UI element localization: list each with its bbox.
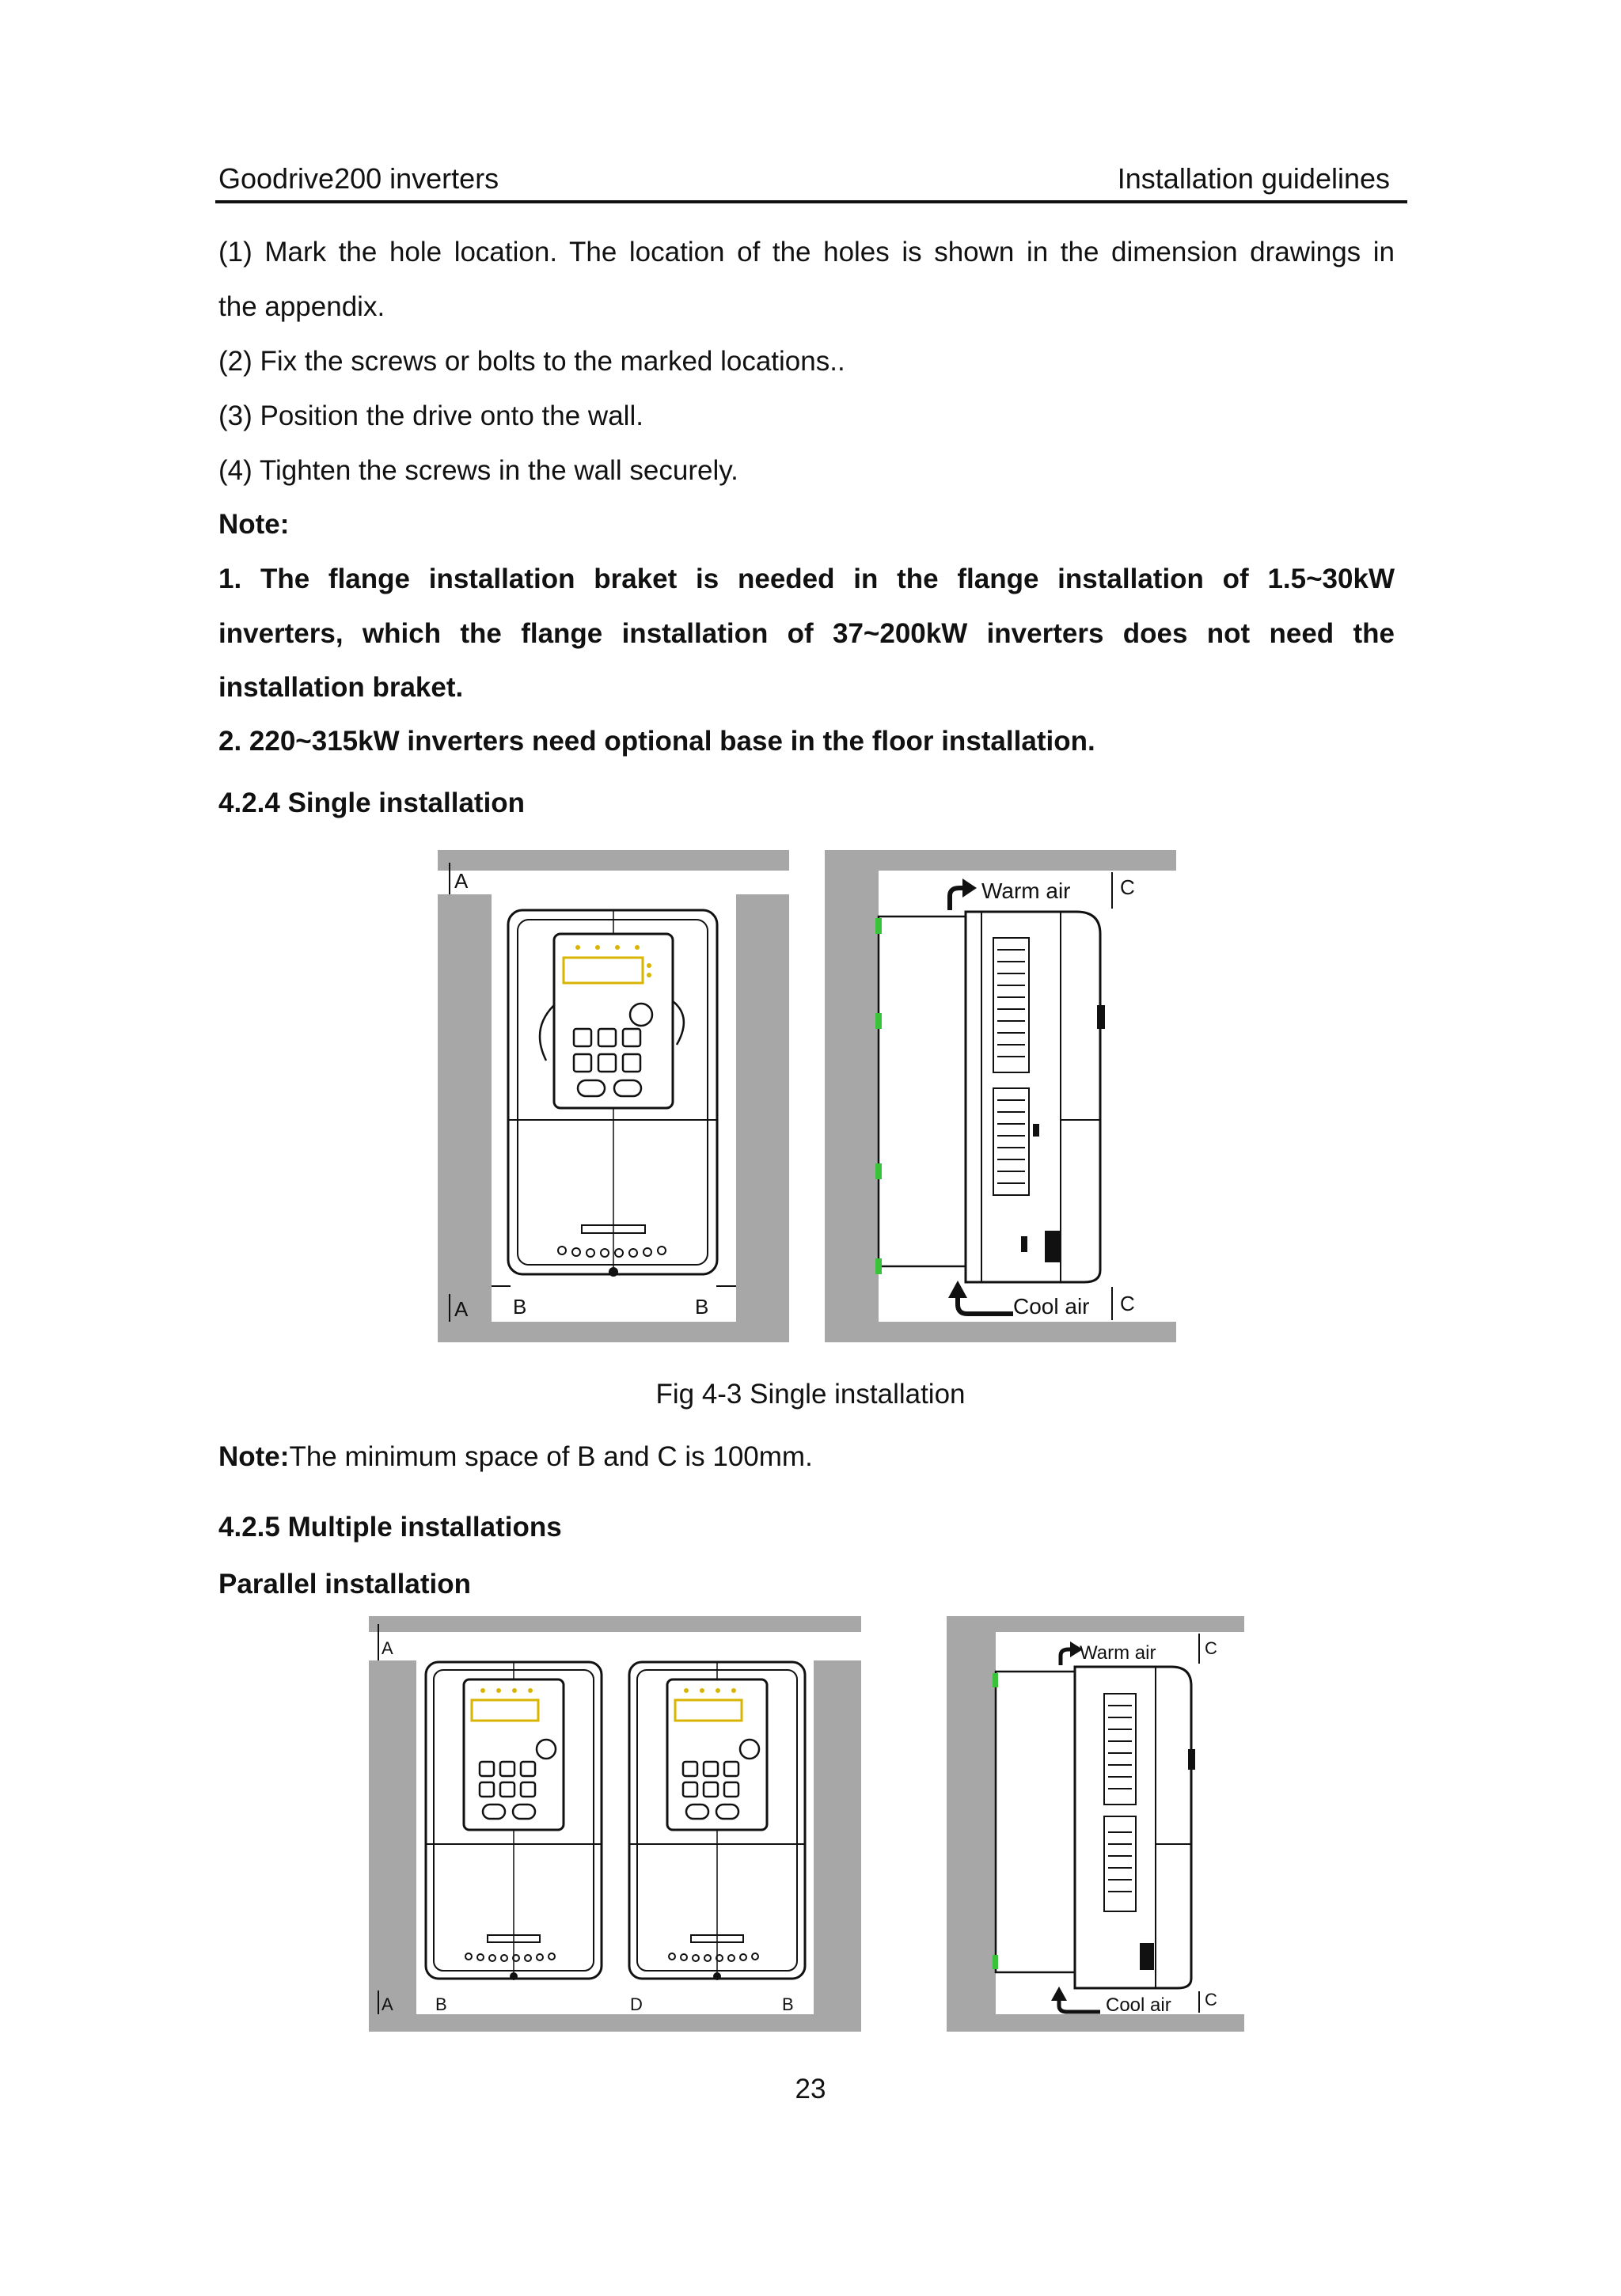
step-4: (4) Tighten the screws in the wall securely.	[218, 455, 738, 486]
figure-parallel-installation	[364, 1615, 1251, 2034]
cool-air-arrow-icon	[948, 1281, 967, 1298]
space-note	[218, 1429, 1395, 1484]
note-title: Note:	[218, 509, 290, 540]
label-a-top: A	[454, 869, 469, 893]
p-label-c-bottom: C	[1205, 1990, 1217, 2009]
note-2: 2. 220~315kW inverters need optional base in the floor installation.	[218, 726, 1095, 757]
note-1-line-1: 1. The flange installation braket is needed in the flange installation of 1.5~30kW	[218, 564, 1395, 594]
step-1-line-1: (1) Mark the hole location. The location of the holes is shown in the dimension drawings in	[218, 237, 1395, 268]
p-cool-air-arrow-icon	[1051, 1987, 1067, 2001]
figure-single-installation	[435, 847, 1179, 1345]
parallel-inverter-1	[426, 1662, 602, 1980]
label-c-top: C	[1120, 875, 1135, 899]
step-1-line-2: the appendix.	[218, 291, 385, 322]
parallel-inverter-side-view	[993, 1667, 1195, 1988]
header-section-title: Installation guidelines	[1117, 162, 1390, 195]
note-1-line-2: inverters, which the flange installation of 37~200kW inverters does not need the	[218, 618, 1395, 649]
label-cool-air: Cool air	[1013, 1294, 1090, 1319]
header-doc-title: Goodrive200 inverters	[218, 162, 499, 195]
figure-4-3-caption: Fig 4-3 Single installation	[655, 1379, 966, 1410]
space-note-label: Note:	[218, 1441, 290, 1472]
label-a-bottom: A	[454, 1297, 469, 1321]
note-1-line-3: installation braket.	[218, 672, 464, 703]
label-warm-air: Warm air	[981, 879, 1071, 903]
parallel-inverter-2	[629, 1662, 805, 1980]
step-2: (2) Fix the screws or bolts to the marked locations..	[218, 346, 845, 377]
space-note-text: The minimum space of B and C is 100mm.	[289, 1441, 813, 1472]
inverter-front-view	[508, 910, 717, 1277]
section-heading-multiple: 4.2.5 Multiple installations	[218, 1512, 562, 1543]
warm-air-arrow-icon	[962, 879, 977, 898]
p-label-c-top: C	[1205, 1638, 1217, 1658]
label-c-bottom: C	[1120, 1292, 1135, 1315]
header-rule	[215, 200, 1407, 203]
p-label-cool-air: Cool air	[1106, 1994, 1171, 2016]
section-heading-single: 4.2.4 Single installation	[218, 787, 526, 818]
inverter-side-view	[875, 912, 1105, 1282]
page-number: 23	[795, 2074, 826, 2104]
label-b-left: B	[513, 1295, 527, 1319]
p-label-warm-air: Warm air	[1080, 1642, 1156, 1664]
subheading-parallel: Parallel installation	[218, 1569, 471, 1600]
p-label-d: D	[630, 1994, 643, 2014]
p-label-b-right: B	[782, 1994, 794, 2014]
p-label-a-bottom: A	[382, 1994, 393, 2014]
p-label-a-top: A	[382, 1638, 393, 1658]
p-label-b-left: B	[435, 1994, 447, 2014]
label-b-right: B	[695, 1295, 709, 1319]
step-3: (3) Position the drive onto the wall.	[218, 400, 643, 431]
